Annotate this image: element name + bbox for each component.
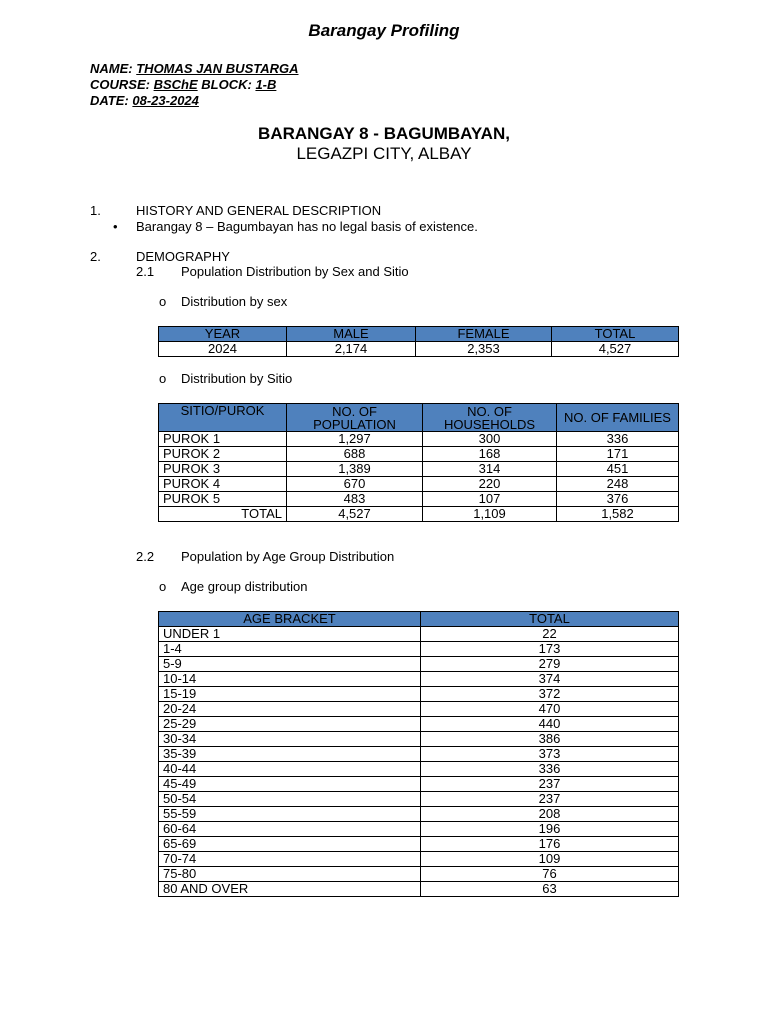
table-row (159, 867, 679, 882)
table-cell: 10-14 (159, 672, 421, 687)
table-cell: 60-64 (159, 822, 421, 837)
section-1-number: 1. (90, 203, 101, 218)
course-value: BSChE (153, 77, 198, 92)
table-cell: 1,109 (423, 507, 557, 522)
table-cell: 4,527 (287, 507, 423, 522)
table-cell: 1,582 (557, 507, 679, 522)
table-cell: 176 (421, 837, 679, 852)
date-value: 08-23-2024 (132, 93, 199, 108)
col-header-total: TOTAL (552, 327, 679, 342)
course-label: COURSE: (90, 77, 150, 92)
section-1-bullet-text: Barangay 8 – Bagumbayan has no legal basis of existence. (136, 219, 478, 234)
table-header-row (159, 612, 679, 627)
table-header-row (159, 327, 679, 342)
table-row (159, 732, 679, 747)
name-value: THOMAS JAN BUSTARGA (136, 61, 299, 76)
bullet-icon: • (113, 219, 118, 234)
table-row (159, 837, 679, 852)
table-cell: 2,174 (287, 342, 416, 357)
table-row (159, 477, 679, 492)
table-row (159, 672, 679, 687)
document-title: Barangay Profiling (308, 21, 460, 40)
table-row (159, 492, 679, 507)
section-2-title: DEMOGRAPHY (136, 249, 230, 264)
table-cell: 50-54 (159, 792, 421, 807)
table-cell: 374 (421, 672, 679, 687)
table-row (159, 687, 679, 702)
col-header-year: YEAR (159, 327, 287, 342)
table-row (159, 807, 679, 822)
table-cell: 76 (421, 867, 679, 882)
table-cell: 300 (423, 432, 557, 447)
table-header-row (159, 404, 679, 432)
distribution-by-sitio-label: Distribution by Sitio (181, 371, 293, 386)
table-row (159, 777, 679, 792)
table-cell: 483 (287, 492, 423, 507)
meta-name-line (90, 61, 299, 77)
block-value: 1-B (255, 77, 277, 92)
table-row (159, 342, 679, 357)
table-row (159, 762, 679, 777)
age-table-body (159, 627, 679, 897)
section-2-2-number: 2.2 (136, 549, 155, 564)
table-cell: 451 (557, 462, 679, 477)
table-cell: 173 (421, 642, 679, 657)
table-row (159, 447, 679, 462)
table-cell: 80 AND OVER (159, 882, 421, 897)
table-row (159, 852, 679, 867)
col-header-families: NO. OF FAMILIES (557, 404, 679, 432)
age-group-distribution-label: Age group distribution (181, 579, 308, 594)
table-cell: 4,527 (552, 342, 679, 357)
table-row (159, 822, 679, 837)
table-cell: 1,297 (287, 432, 423, 447)
col-header-sitio: SITIO/PUROK (159, 404, 287, 432)
distribution-by-sex-label: Distribution by sex (181, 294, 288, 309)
table-cell: 15-19 (159, 687, 421, 702)
table-cell: 40-44 (159, 762, 421, 777)
col-header-population: NO. OF POPULATION (287, 404, 423, 432)
table-cell: 109 (421, 852, 679, 867)
table-cell: 75-80 (159, 867, 421, 882)
table-cell: 25-29 (159, 717, 421, 732)
table-cell: 376 (557, 492, 679, 507)
table-cell: 1-4 (159, 642, 421, 657)
section-2-number: 2. (90, 249, 101, 264)
city-heading: LEGAZPI CITY, ALBAY (296, 144, 472, 163)
section-2-2-title: Population by Age Group Distribution (181, 549, 395, 564)
table-cell: 55-59 (159, 807, 421, 822)
table-cell: 220 (423, 477, 557, 492)
table-cell: 70-74 (159, 852, 421, 867)
col-header-households: NO. OF HOUSEHOLDS (423, 404, 557, 432)
table-cell: 688 (287, 447, 423, 462)
barangay-heading: BARANGAY 8 - BAGUMBAYAN, (258, 124, 510, 143)
table-row (159, 717, 679, 732)
section-1-title: HISTORY AND GENERAL DESCRIPTION (136, 203, 382, 218)
table-cell: 279 (421, 657, 679, 672)
table-row (159, 462, 679, 477)
table-cell: 20-24 (159, 702, 421, 717)
table-cell: 1,389 (287, 462, 423, 477)
table-row (159, 657, 679, 672)
table-cell: 30-34 (159, 732, 421, 747)
table-cell: 107 (423, 492, 557, 507)
table-cell: 670 (287, 477, 423, 492)
section-2-1-title: Population Distribution by Sex and Sitio (181, 264, 409, 279)
col-header-age-total: TOTAL (421, 612, 679, 627)
table-cell: PUROK 4 (159, 477, 287, 492)
sub-bullet-icon: o (159, 294, 167, 309)
table-cell: UNDER 1 (159, 627, 421, 642)
table-cell: 171 (557, 447, 679, 462)
table-cell: 2024 (159, 342, 287, 357)
table-row (159, 792, 679, 807)
table-row (159, 702, 679, 717)
meta-course-line (90, 77, 276, 93)
table-cell: PUROK 2 (159, 447, 287, 462)
table-cell: 208 (421, 807, 679, 822)
table-cell: 168 (423, 447, 557, 462)
sitio-distribution-table (158, 403, 679, 522)
table-row (159, 747, 679, 762)
table-cell: 373 (421, 747, 679, 762)
age-group-table (158, 611, 679, 897)
section-2-1-number: 2.1 (136, 264, 155, 279)
meta-date-line (90, 93, 199, 109)
table-cell: PUROK 3 (159, 462, 287, 477)
table-cell: 336 (557, 432, 679, 447)
table-cell: 2,353 (416, 342, 552, 357)
block-label: BLOCK: (201, 77, 252, 92)
table-cell: PUROK 1 (159, 432, 287, 447)
table-cell: 336 (421, 762, 679, 777)
sex-distribution-table (158, 326, 679, 357)
col-header-age-bracket: AGE BRACKET (159, 612, 421, 627)
table-cell: 35-39 (159, 747, 421, 762)
table-cell: 65-69 (159, 837, 421, 852)
table-cell: 314 (423, 462, 557, 477)
sub-bullet-icon: o (159, 371, 167, 386)
col-header-male: MALE (287, 327, 416, 342)
table-cell: 372 (421, 687, 679, 702)
table-cell: 45-49 (159, 777, 421, 792)
table-row (159, 432, 679, 447)
table-cell: 440 (421, 717, 679, 732)
table-row (159, 642, 679, 657)
sub-bullet-icon: o (159, 579, 167, 594)
table-cell: 63 (421, 882, 679, 897)
table-cell: 386 (421, 732, 679, 747)
table-row (159, 882, 679, 897)
sitio-table-body (159, 432, 679, 507)
date-label: DATE: (90, 93, 129, 108)
table-total-row (159, 507, 679, 522)
table-cell: 237 (421, 777, 679, 792)
table-cell: 237 (421, 792, 679, 807)
table-cell: PUROK 5 (159, 492, 287, 507)
table-cell: 5-9 (159, 657, 421, 672)
table-cell: 196 (421, 822, 679, 837)
table-cell: 248 (557, 477, 679, 492)
col-header-female: FEMALE (416, 327, 552, 342)
total-label: TOTAL (159, 507, 287, 522)
table-cell: 22 (421, 627, 679, 642)
table-cell: 470 (421, 702, 679, 717)
table-row (159, 627, 679, 642)
name-label: NAME: (90, 61, 133, 76)
